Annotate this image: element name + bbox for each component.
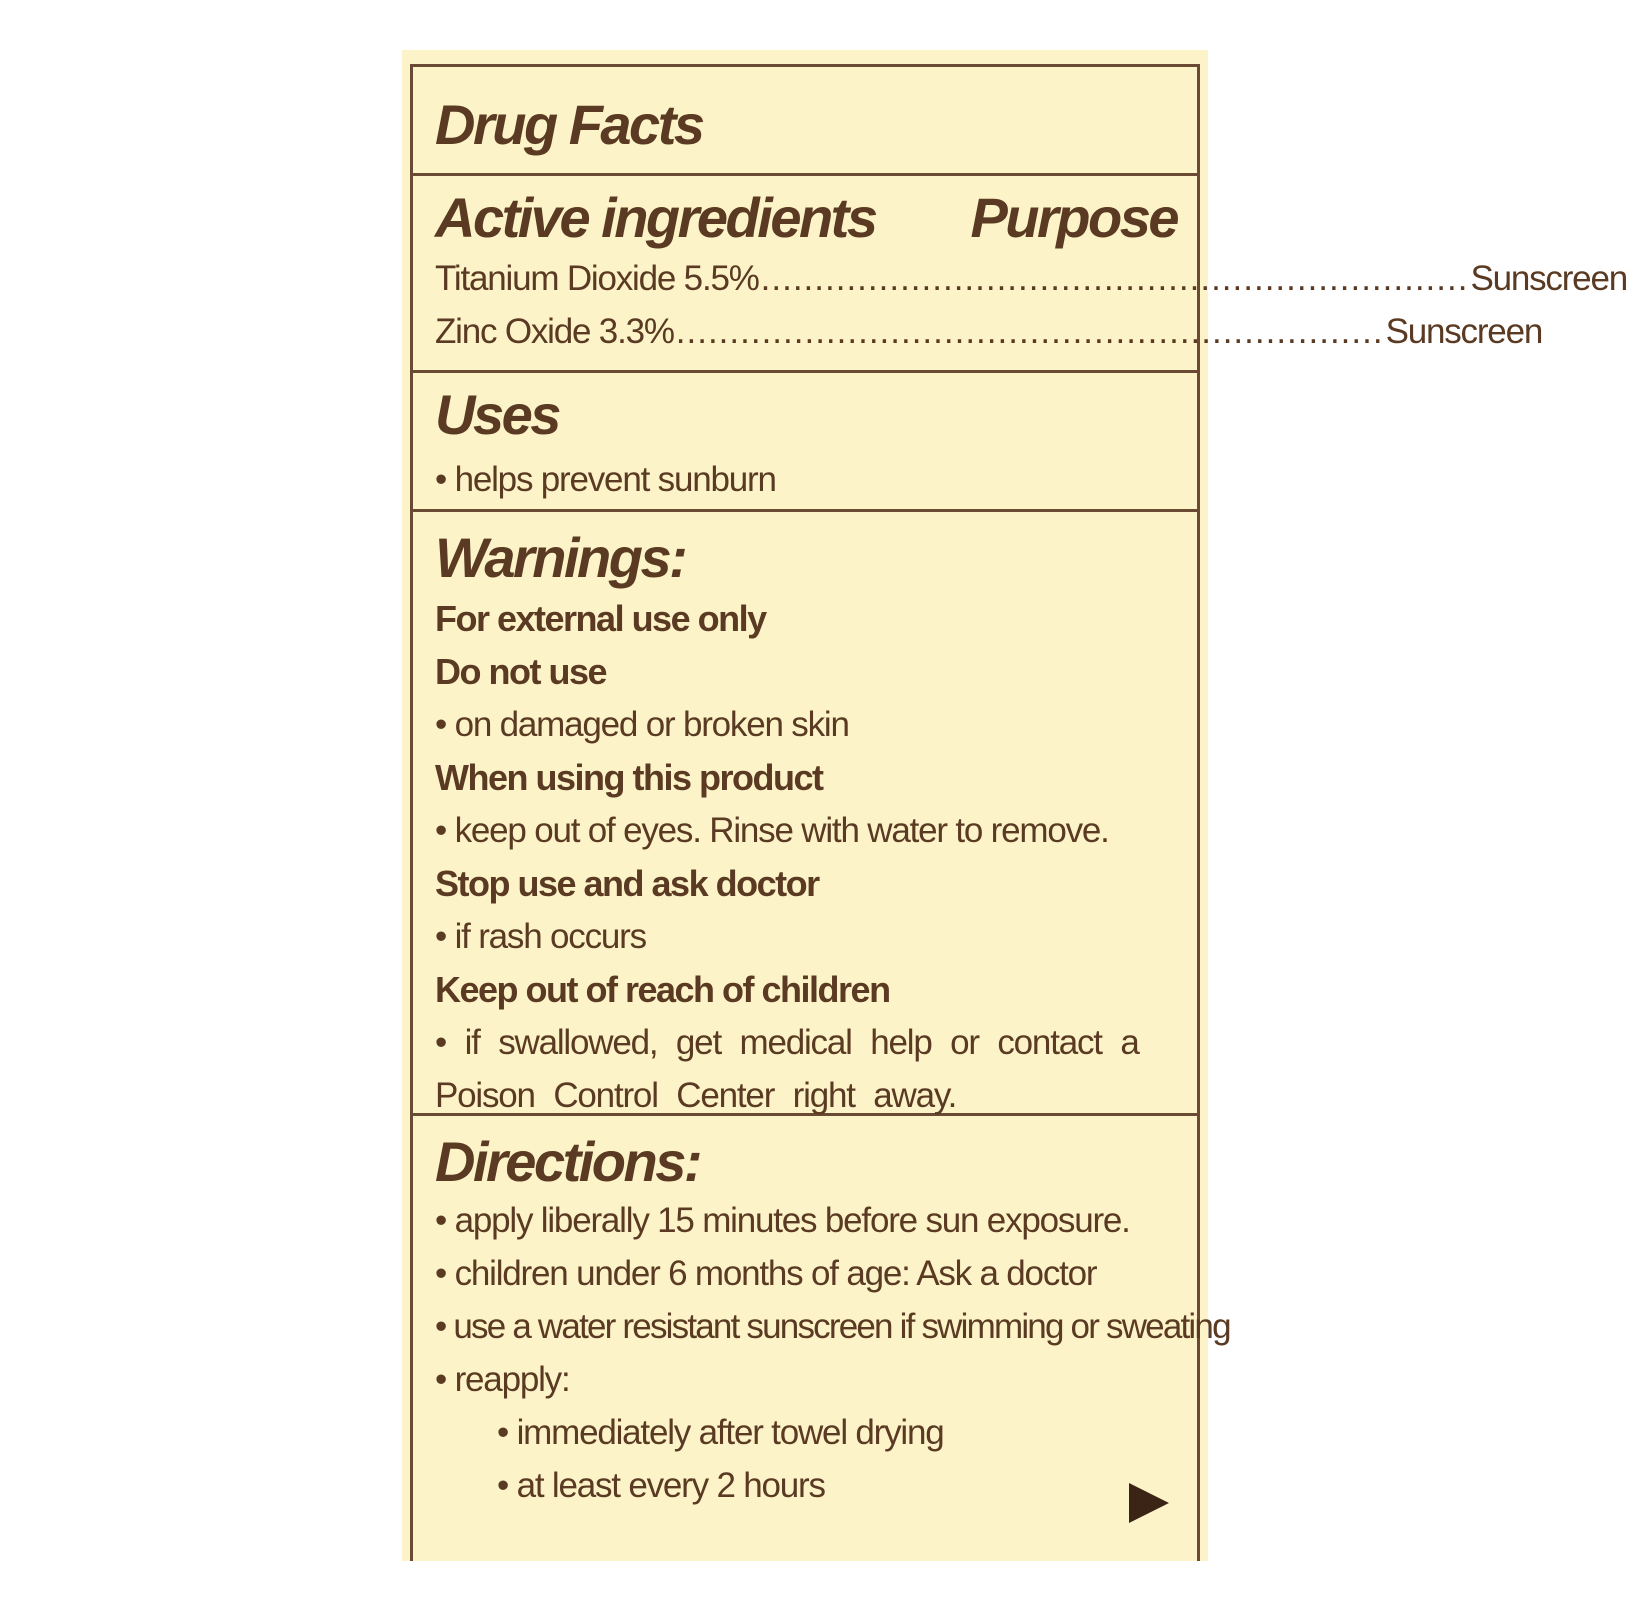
active-ingredients-heading: Active ingredients (435, 186, 876, 249)
drug-facts-panel (410, 64, 1627, 1561)
directions-item: • apply liberally 15 minutes before sun exposure. (435, 1201, 1130, 1240)
keep-out-text: • if swallowed, get medical help or contact a Poison Control Center right away. (435, 1023, 1139, 1115)
directions-subitem: • immediately after towel drying (497, 1413, 944, 1452)
directions-item: • children under 6 months of age: Ask a doctor (435, 1254, 1097, 1293)
active-ingredients-section (413, 176, 1627, 373)
do-not-use-item: • on damaged or broken skin (435, 705, 849, 744)
directions-item: • reapply: (435, 1360, 570, 1399)
leader-dots: .................................................................. (675, 312, 1384, 351)
stop-use-item: • if rash occurs (435, 917, 646, 956)
uses-section (413, 373, 1197, 512)
ingredient-name: Titanium Dioxide 5.5% (435, 259, 759, 298)
purpose-heading: Purpose (970, 186, 1177, 249)
active-header-row (435, 186, 1177, 252)
keep-out-heading: Keep out of reach of children (435, 969, 890, 1010)
ingredient-row (435, 252, 1627, 305)
ingredient-purpose: Sunscreen (1470, 259, 1627, 298)
ingredient-row (435, 305, 1543, 358)
drug-facts-title: Drug Facts (435, 93, 703, 156)
when-using-item: • keep out of eyes. Rinse with water to remove. (435, 811, 1109, 850)
right-triangle-arrow-icon (1129, 1483, 1169, 1523)
drug-facts-label (402, 50, 1627, 1561)
ingredient-name: Zinc Oxide 3.3% (435, 312, 674, 351)
directions-section (413, 1116, 1230, 1561)
warnings-section (413, 512, 1197, 1116)
leader-dots: .................................................................. (760, 259, 1469, 298)
ingredient-purpose: Sunscreen (1385, 312, 1543, 351)
warnings-heading: Warnings: (435, 526, 686, 589)
uses-item: • helps prevent sunburn (435, 460, 776, 499)
when-using-heading: When using this product (435, 757, 823, 798)
stop-use-heading: Stop use and ask doctor (435, 863, 819, 904)
do-not-use-heading: Do not use (435, 651, 606, 692)
directions-item: • use a water resistant sunscreen if swimming or sweating (435, 1307, 1230, 1346)
directions-heading: Directions: (435, 1130, 700, 1193)
uses-heading: Uses (435, 383, 559, 446)
title-section (413, 67, 1197, 176)
directions-subitem: • at least every 2 hours (497, 1466, 825, 1505)
external-use-warning: For external use only (435, 598, 766, 639)
